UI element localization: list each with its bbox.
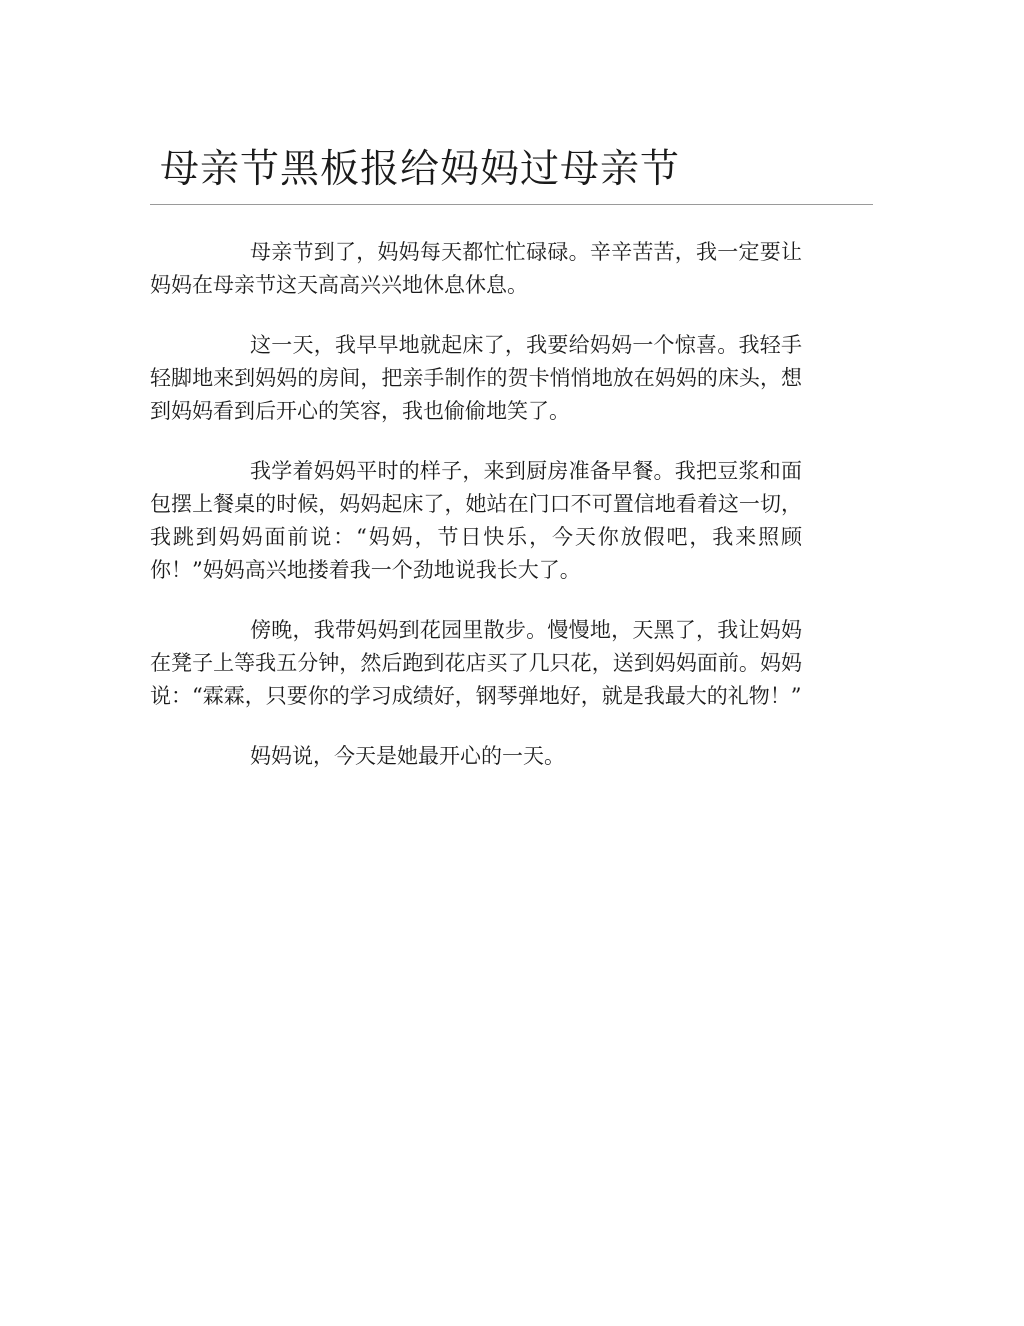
document-body — [150, 236, 802, 800]
paragraph: 我学着妈妈平时的样子，来到厨房准备早餐。我把豆浆和面包摆上餐桌的时候，妈妈起床了，她站在门口不可置信地看着这一切，我跳到妈妈面前说：“妈妈，节日快乐，今天你放假吧，我来照顾你！”妈妈高兴地搂着我一个劲地说我长大了。 — [150, 459, 802, 582]
paragraph: 这一天，我早早地就起床了，我要给妈妈一个惊喜。我轻手轻脚地来到妈妈的房间，把亲手制作的贺卡悄悄地放在妈妈的床头，想到妈妈看到后开心的笑容，我也偷偷地笑了。 — [150, 333, 802, 423]
document-title: 母亲节黑板报给妈妈过母亲节 — [160, 147, 681, 192]
paragraph: 傍晚，我带妈妈到花园里散步。慢慢地，天黑了，我让妈妈在凳子上等我五分钟，然后跑到花店买了几只花，送到妈妈面前。妈妈说：“霖霖，只要你的学习成绩好，钢琴弹地好，就是我最大的礼物！” — [150, 618, 802, 708]
title-divider — [150, 204, 873, 205]
paragraph: 妈妈说，今天是她最开心的一天。 — [250, 744, 565, 768]
paragraph: 母亲节到了，妈妈每天都忙忙碌碌。辛辛苦苦，我一定要让妈妈在母亲节这天高高兴兴地休息休息。 — [150, 240, 802, 297]
